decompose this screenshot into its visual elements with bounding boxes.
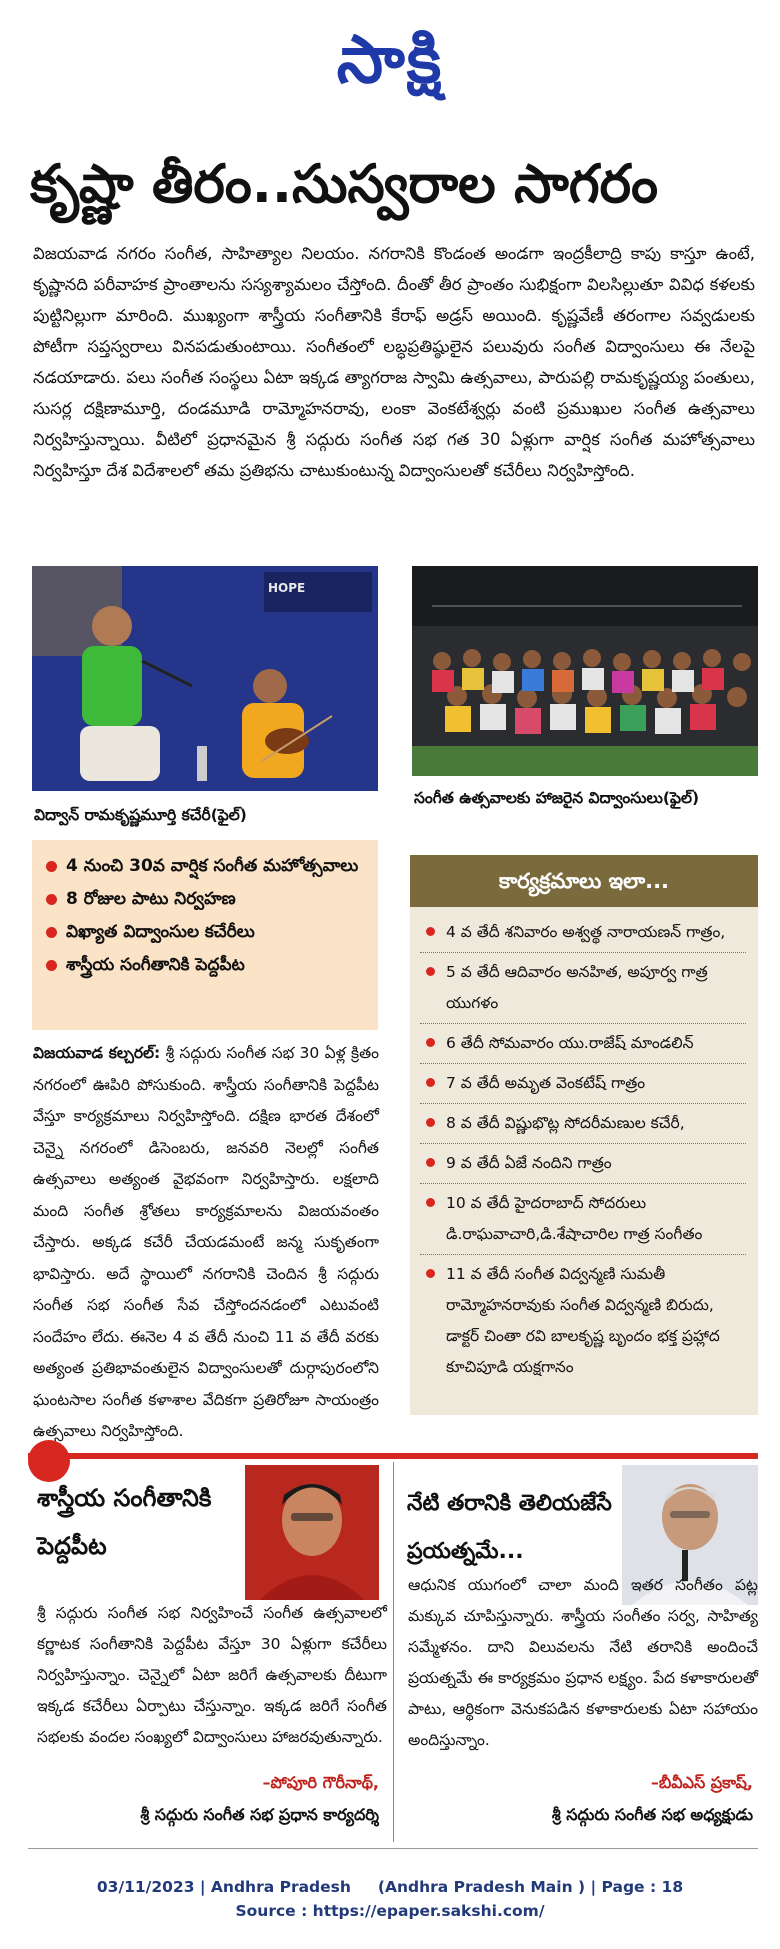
footer-rule <box>28 1848 758 1849</box>
article-body <box>33 1038 379 1448</box>
quote2-body: ఆధునిక యుగంలో చాలా మంది ఇతర సంగీతం పట్ల మక్కువ చూపిస్తున్నారు. శాస్త్రీయ సంగీతం సర్వ, సాహిత్య సమ్మేళనం. దాని విలువలను నేటి తరానికి అందించే ప్రయత్నమే ఈ కార్యక్రమం ప్రధాన లక్ష్యం. పేద కళాకారులతో పాటు, ఆర్థికంగా వెనుకపడిన కళాకారులకు ఏటా సహాయం అందిస్తున్నాం. <box>408 1576 758 1749</box>
program-item: 9 వ తేదీ ఏజే నందిని గాత్రం <box>420 1148 746 1184</box>
sakshi-logo: సాక్షి <box>336 21 444 98</box>
program-item: 6 తేదీ సోమవారం యు.రాజేష్ మాండలిన్ <box>420 1028 746 1064</box>
concert-photo-illustration <box>32 566 378 791</box>
footer-source-link[interactable]: Source : https://epaper.sakshi.com/ <box>235 1902 545 1920</box>
quote1-role: శ్రీ సద్గురు సంగీత సభ ప్రధాన కార్యదర్శి <box>140 1805 379 1824</box>
hope-banner-text: HOPE <box>268 581 306 595</box>
article-dateline: విజయవాడ కల్చరల్: <box>33 1044 161 1062</box>
program-item: 5 వ తేదీ ఆదివారం అనహిత, అపూర్వ గాత్ర యుగళం <box>420 957 746 1024</box>
quote2-role: శ్రీ సద్గురు సంగీత సభ అధ్యక్షుడు <box>551 1805 753 1824</box>
headline: కృష్ణా తీరం..సుస్వరాల సాగరం <box>30 154 658 215</box>
program-item: 7 వ తేదీ అమృత వెంకటేష్ గాత్రం <box>420 1068 746 1104</box>
concert-photo-caption: విద్వాన్ రామకృష్ణమూర్తి కచేరీ(ఫైల్) <box>34 806 247 824</box>
article-text: శ్రీ సద్గురు సంగీత సభ 30 ఏళ్ల క్రితం నగరంలో ఊపిరి పోసుకుంది. శాస్త్రీయ సంగీతానికి పెద్దపీట వేస్తూ కార్యక్రమాలు నిర్వహిస్తోంది. దక్షిణ భారత దేశంలో చెన్నై నగరంలో డిసెంబరు, జనవరి నెలల్లో సంగీత ఉత్సవాలు అత్యంత వైభవంగా నిర్వహిస్తారు. లక్షలాది మంది సంగీత శ్రోతలు కార్యక్రమాలను విజయవంతం చేస్తారు. అక్కడ కచేరీ చేయడమంటే జన్మ సుకృతంగా భావిస్తారు. అదే స్థాయిలో నగరానికి చెందిన శ్రీ సద్గురు సంగీత సభ సంగీత సేవ చేస్తోందనడంలో ఎటువంటి సందేహం లేదు. ఈనెల 4 వ తేదీ నుంచి 11 వ తేదీ వరకు అత్యంత ప్రతిభావంతులైన విద్వాంసులతో దుర్గాపురంలోని ఘంటసాల సంగీత కళాశాల వేదికగా ప్రతిరోజూ సాయంత్రం ఉత్సవాలు నిర్వహిస్తోంది. <box>33 1044 379 1440</box>
program-item: 11 వ తేదీ సంగీత విద్వన్మణి సుమతీ రామ్మోహనరావుకు సంగీత విద్వన్మణి బిరుదు, డాక్టర్ చింతా రవి బాలకృష్ణ బృందం భక్త ప్రహ్లాద కూచిపూడి యక్షగానం <box>420 1259 746 1383</box>
highlights-box <box>32 840 378 1030</box>
section-red-rule <box>28 1453 758 1459</box>
audience-photo-caption: సంగీత ఉత్సవాలకు హాజరైన విద్వాంసులు(ఫైల్) <box>414 789 700 807</box>
concert-photo <box>32 566 378 791</box>
program-box <box>410 855 758 1415</box>
highlight-item: విఖ్యాత విద్వాంసుల కచేరీలు <box>42 916 378 949</box>
quotes-divider <box>393 1462 394 1842</box>
audience-photo-illustration <box>412 566 758 776</box>
footer <box>0 1875 780 1923</box>
quote1-body: శ్రీ సద్గురు సంగీత సభ నిర్వహించే సంగీత ఉత్సవాలలో కర్ణాటక సంగీతానికి పెద్దపీట వేస్తూ 30 ఏళ్లుగా కచేరీలు నిర్వహిస్తున్నాం. చెన్నైలో ఏటా జరిగే ఉత్సవాలకు దీటుగా ఇక్కడ కచేరీలు ఏర్పాటు చేస్తున్నాం. ఇక్కడ జరిగే సంగీత సభలకు వందల సంఖ్యలో విద్వాంసులు హాజరవుతున్నారు. <box>37 1604 387 1746</box>
highlight-item: శాస్త్రీయ సంగీతానికి పెద్దపీట <box>42 949 378 982</box>
quote1-title: శాస్త్రీయ సంగీతానికి పెద్దపీట <box>37 1484 212 1560</box>
portrait-gowrinath <box>245 1465 379 1600</box>
masthead <box>0 0 780 118</box>
intro-paragraph: విజయవాడ నగరం సంగీత, సాహిత్యాల నిలయం. నగరానికి కొండంత అండగా ఇంద్రకీలాద్రి కాపు కాస్తూ ఉంటే, కృష్ణానది పరీవాహక ప్రాంతాలను సస్యశ్యామలం చేస్తోంది. దీంతో తీర ప్రాంతం సుభిక్షంగా విలసిల్లుతూ వివిధ కళలకు పుట్టినిల్లుగా మారింది. ముఖ్యంగా శాస్త్రీయ సంగీతానికి కేరాఫ్ అడ్రస్ అయింది. కృష్ణవేణీ తరంగాల సవ్వడులకు పోటీగా సప్తస్వరాలు వినపడుతుంటాయి. సంగీతంలో లబ్ధప్రతిష్ఠులైన పలువురు సంగీత విద్వాంసులు ఈ నేలపై నడయాడారు. పలు సంగీత సంస్థలు ఏటా ఇక్కడ త్యాగరాజ స్వామి ఉత్సవాలు, పారుపల్లి రామకృష్ణయ్య పంతులు, సుసర్ల దక్షిణామూర్తి, దండమూడి రామ్మోహనరావు, లంకా వెంకటేశ్వర్లు వంటి ప్రముఖుల సంగీత ఉత్సవాలు నిర్వహిస్తున్నాయి. వీటిలో ప్రధానమైన శ్రీ సద్గురు సంగీత సభ గత 30 ఏళ్లుగా వార్షిక సంగీత మహోత్సవాలు నిర్వహిస్తూ దేశ విదేశాలలో తమ ప్రతిభను చాటుకుంటున్న విద్వాంసులతో కచేరీలు నిర్వహిస్తోంది. <box>33 244 755 480</box>
highlight-item: 4 నుంచి 30వ వార్షిక సంగీత మహోత్సవాలు <box>42 850 378 883</box>
program-item: 4 వ తేదీ శనివారం అశ్వత్థ నారాయణన్ గాత్రం, <box>420 917 746 953</box>
person-icon <box>245 1465 379 1600</box>
program-heading: కార్యక్రమాలు ఇలా... <box>410 855 758 907</box>
quote1-name: –పోపూరి గౌరీనాథ్, <box>262 1773 379 1792</box>
program-item: 10 వ తేదీ హైదరాబాద్ సోదరులు డి.రాఘవాచారి,డి.శేషాచారిల గాత్ర సంగీతం <box>420 1188 746 1255</box>
footer-edition-info: 03/11/2023 | Andhra Pradesh (Andhra Pradesh Main ) | Page : 18 <box>96 1878 684 1896</box>
quote2-name: –బీవీఎస్ ప్రకాష్, <box>650 1773 753 1792</box>
audience-photo <box>412 566 758 776</box>
quote2-title: నేటి తరానికి తెలియజేసే ప్రయత్నమే... <box>407 1491 612 1564</box>
program-item: 8 వ తేదీ విష్ణుభొట్ల సోదరీమణుల కచేరీ, <box>420 1108 746 1144</box>
highlight-item: 8 రోజుల పాటు నిర్వహణ <box>42 883 378 916</box>
